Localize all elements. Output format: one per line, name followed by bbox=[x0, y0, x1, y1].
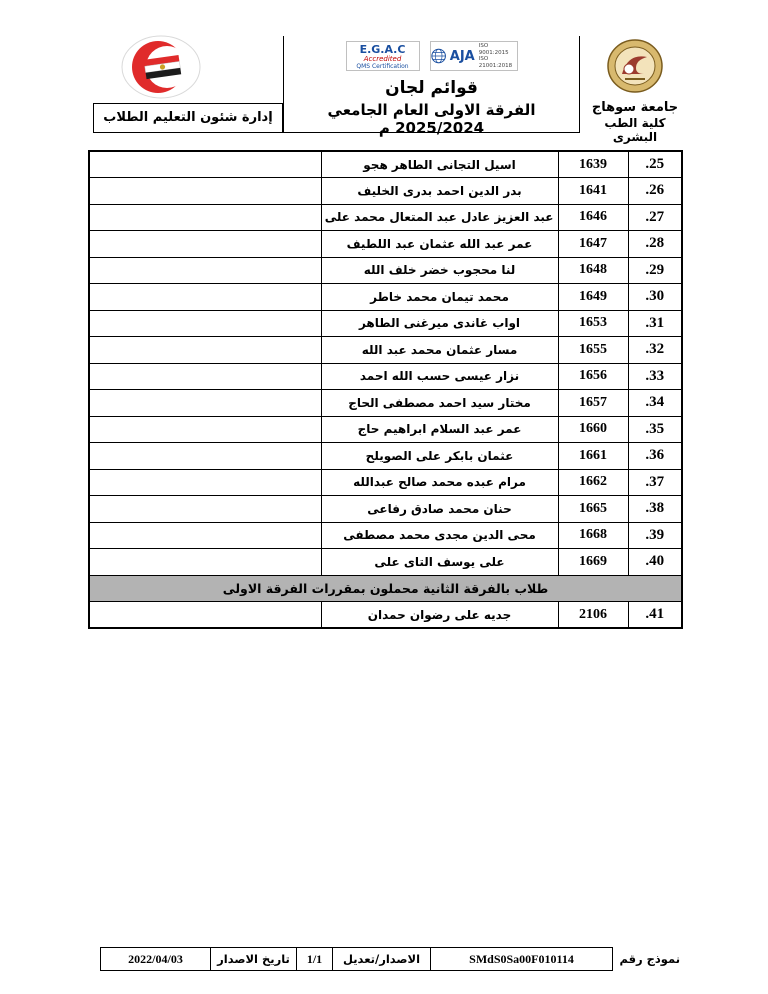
table-row bbox=[89, 549, 682, 576]
row-number-cell: 31. bbox=[628, 310, 682, 337]
student-code-cell: 1660 bbox=[558, 416, 628, 443]
table-row bbox=[89, 443, 682, 470]
row-number-cell: 38. bbox=[628, 496, 682, 523]
empty-cell bbox=[89, 231, 321, 258]
student-code-cell: 1648 bbox=[558, 257, 628, 284]
table-row bbox=[89, 178, 682, 205]
table-row bbox=[89, 204, 682, 231]
egac-accredited-label: Accredited bbox=[363, 55, 402, 63]
university-block bbox=[583, 38, 687, 144]
student-name-cell: لنا محجوب خضر خلف الله bbox=[321, 257, 558, 284]
student-code-cell: 1641 bbox=[558, 178, 628, 205]
aja-name: AJA bbox=[449, 48, 475, 64]
student-name-cell: نزار عيسى حسب الله احمد bbox=[321, 363, 558, 390]
row-number-cell: 28. bbox=[628, 231, 682, 258]
student-code-cell: 1655 bbox=[558, 337, 628, 364]
empty-cell bbox=[89, 602, 321, 629]
row-number-cell: 34. bbox=[628, 390, 682, 417]
roster-table bbox=[88, 150, 683, 629]
empty-cell bbox=[89, 522, 321, 549]
issue-date-value: 2022/04/03 bbox=[101, 948, 211, 971]
page-subtitle: الفرقة الاولى العام الجامعي 2025/2024 م bbox=[327, 101, 536, 137]
row-number-cell: 30. bbox=[628, 284, 682, 311]
sohag-university-logo bbox=[606, 38, 664, 94]
table-row bbox=[89, 496, 682, 523]
student-name-cell: محى الدين مجدى محمد مصطفى bbox=[321, 522, 558, 549]
empty-cell bbox=[89, 310, 321, 337]
aja-iso-line2: ISO 21001:2018 bbox=[478, 56, 513, 69]
student-name-cell: عمر عبد السلام ابراهيم حاج bbox=[321, 416, 558, 443]
aja-iso-labels bbox=[479, 43, 517, 69]
section-header-row bbox=[89, 575, 682, 602]
form-number-label: نموذج رقم bbox=[619, 952, 681, 966]
row-number-cell: 36. bbox=[628, 443, 682, 470]
student-code-cell: 1647 bbox=[558, 231, 628, 258]
row-number-cell: 27. bbox=[628, 204, 682, 231]
issue-value: 1/1 bbox=[297, 948, 333, 971]
certification-logos bbox=[284, 41, 579, 71]
aja-logo bbox=[430, 41, 518, 71]
table-row bbox=[89, 231, 682, 258]
aja-iso-line1: ISO 9001:2015 bbox=[478, 43, 509, 56]
table-row bbox=[89, 257, 682, 284]
student-code-cell: 1661 bbox=[558, 443, 628, 470]
university-name: جامعة سوهاج bbox=[591, 100, 679, 115]
empty-cell bbox=[89, 204, 321, 231]
row-number-cell: 37. bbox=[628, 469, 682, 496]
empty-cell bbox=[89, 257, 321, 284]
table-row bbox=[89, 310, 682, 337]
student-code-cell: 1646 bbox=[558, 204, 628, 231]
student-name-cell: مرام عبده محمد صالح عبدالله bbox=[321, 469, 558, 496]
table-row bbox=[89, 416, 682, 443]
row-number-cell: 25. bbox=[628, 151, 682, 178]
issue-label: الاصدار/تعديل bbox=[333, 948, 431, 971]
empty-cell bbox=[89, 443, 321, 470]
student-name-cell: جديه على رضوان حمدان bbox=[321, 602, 558, 629]
student-name-cell: عثمان بابكر على الصويلح bbox=[321, 443, 558, 470]
empty-cell bbox=[89, 496, 321, 523]
table-row bbox=[89, 469, 682, 496]
egac-logo bbox=[346, 41, 420, 71]
row-number-cell: 26. bbox=[628, 178, 682, 205]
student-code-cell: 1668 bbox=[558, 522, 628, 549]
student-name-cell: حنان محمد صادق رفاعى bbox=[321, 496, 558, 523]
row-number-cell: 41. bbox=[628, 602, 682, 629]
student-name-cell: عبد العزيز عادل عبد المتعال محمد على bbox=[321, 204, 558, 231]
footer-table bbox=[100, 947, 687, 971]
globe-icon bbox=[431, 47, 446, 65]
table-row bbox=[89, 390, 682, 417]
form-number-value: SMdS0Sa00F010114 bbox=[431, 948, 613, 971]
egac-sub-label: QMS Certification bbox=[356, 63, 409, 70]
table-row bbox=[89, 602, 682, 629]
faculty-logo bbox=[120, 34, 202, 100]
row-number-cell: 29. bbox=[628, 257, 682, 284]
empty-cell bbox=[89, 337, 321, 364]
student-name-cell: مسار عثمان محمد عبد الله bbox=[321, 337, 558, 364]
student-code-cell: 1662 bbox=[558, 469, 628, 496]
student-code-cell: 1665 bbox=[558, 496, 628, 523]
student-name-cell: مختار سيد احمد مصطفى الحاج bbox=[321, 390, 558, 417]
student-code-cell: 1639 bbox=[558, 151, 628, 178]
student-code-cell: 1669 bbox=[558, 549, 628, 576]
department-label-box: إدارة شئون التعليم الطلاب bbox=[93, 103, 283, 133]
student-code-cell: 2106 bbox=[558, 602, 628, 629]
empty-cell bbox=[89, 416, 321, 443]
row-number-cell: 35. bbox=[628, 416, 682, 443]
student-code-cell: 1656 bbox=[558, 363, 628, 390]
table-row bbox=[89, 151, 682, 178]
student-code-cell: 1649 bbox=[558, 284, 628, 311]
table-row bbox=[89, 363, 682, 390]
page-title: قوائم لجان bbox=[385, 78, 478, 98]
table-row bbox=[89, 284, 682, 311]
empty-cell bbox=[89, 178, 321, 205]
row-number-cell: 33. bbox=[628, 363, 682, 390]
footer-row bbox=[101, 948, 687, 971]
student-name-cell: بدر الدين احمد بدرى الخليف bbox=[321, 178, 558, 205]
row-number-cell: 40. bbox=[628, 549, 682, 576]
title-block bbox=[283, 36, 580, 137]
empty-cell bbox=[89, 390, 321, 417]
table-row bbox=[89, 337, 682, 364]
student-name-cell: اسيل التجانى الطاهر هجو bbox=[321, 151, 558, 178]
row-number-cell: 39. bbox=[628, 522, 682, 549]
row-number-cell: 32. bbox=[628, 337, 682, 364]
empty-cell bbox=[89, 363, 321, 390]
table-row bbox=[89, 522, 682, 549]
faculty-name: كلية الطب البشرى bbox=[604, 116, 666, 144]
egac-name: E.G.A.C bbox=[359, 43, 406, 56]
empty-cell bbox=[89, 151, 321, 178]
empty-cell bbox=[89, 549, 321, 576]
student-code-cell: 1653 bbox=[558, 310, 628, 337]
section-header-text: طلاب بالفرقة الثانية محملون بمقررات الفرقة الاولى bbox=[89, 575, 682, 602]
student-name-cell: اواب غاندى ميرغنى الطاهر bbox=[321, 310, 558, 337]
empty-cell bbox=[89, 469, 321, 496]
student-name-cell: عمر عبد الله عثمان عبد اللطيف bbox=[321, 231, 558, 258]
empty-cell bbox=[89, 284, 321, 311]
student-name-cell: على يوسف التاى على bbox=[321, 549, 558, 576]
issue-date-label: تاريخ الاصدار bbox=[211, 948, 297, 971]
student-name-cell: محمد تيمان محمد خاطر bbox=[321, 284, 558, 311]
student-code-cell: 1657 bbox=[558, 390, 628, 417]
